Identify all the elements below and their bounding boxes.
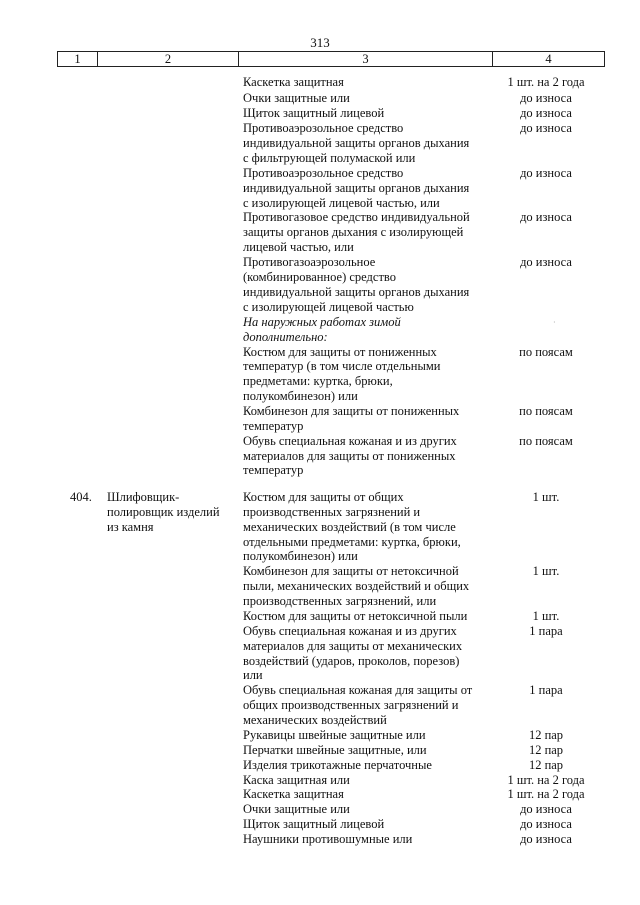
item-line: Наушники противошумные или: [243, 832, 413, 846]
item-line: Противоаэрозольное средство: [243, 166, 404, 180]
item-line: Костюм для защиты от общих: [243, 490, 404, 504]
item-line: (комбинированное) средство: [243, 270, 396, 284]
norm-cell: по поясам: [519, 434, 573, 448]
item-line: Противоаэрозольное средство: [243, 121, 404, 135]
section-note: дополнительно:: [243, 330, 328, 344]
item-line: с изолирующей лицевой частью: [243, 300, 414, 314]
page-number: 313: [310, 35, 330, 50]
item-line: с изолирующей лицевой частью, или: [243, 196, 440, 210]
item-line: Обувь специальная кожаная для защиты от: [243, 683, 473, 697]
item-line: Костюм для защиты от нетоксичной пыли: [243, 609, 468, 623]
header-col-2: 2: [98, 52, 239, 67]
norm-cell: до износа: [520, 802, 572, 816]
norm-cell: 1 шт. на 2 года: [507, 773, 585, 787]
item-line: материалов для защиты от механических: [243, 639, 463, 653]
item-line: Противогазоаэрозольное: [243, 255, 376, 269]
item-line: отдельными предметами: куртка, брюки,: [243, 535, 461, 549]
header-col-4: 4: [493, 52, 605, 67]
item-line: индивидуальной защиты органов дыхания: [243, 181, 470, 195]
item-line: воздействий (ударов, проколов, порезов): [243, 654, 460, 668]
item-line: Рукавицы швейные защитные или: [243, 728, 426, 742]
norm-cell: до износа: [520, 91, 572, 105]
norm-cell: 1 шт. на 2 года: [507, 75, 585, 89]
item-line: с фильтрующей полумаской или: [243, 151, 416, 165]
item-line: Очки защитные или: [243, 802, 350, 816]
item-line: температур: [243, 419, 304, 433]
norm-cell: 1 шт.: [532, 564, 560, 578]
item-line: материалов для защиты от пониженных: [243, 449, 456, 463]
item-line: полукомбинезон) или: [243, 549, 358, 563]
norm-cell: до износа: [520, 121, 572, 135]
norm-cell: до износа: [520, 255, 572, 269]
item-line: производственных загрязнений, или: [243, 594, 437, 608]
norm-cell: по поясам: [519, 345, 573, 359]
norm-cell: 1 пара: [529, 624, 563, 638]
header-col-1: 1: [58, 52, 98, 67]
profession-name: полировщик изделий: [107, 505, 220, 519]
item-line: Щиток защитный лицевой: [243, 817, 385, 831]
row-number: 404.: [70, 490, 92, 504]
item-line: защиты органов дыхания с изолирующей: [243, 225, 464, 239]
norm-cell: по поясам: [519, 404, 573, 418]
item-line: Обувь специальная кожаная и из других: [243, 624, 457, 638]
item-line: лицевой частью, или: [243, 240, 354, 254]
norm-cell: 1 пара: [529, 683, 563, 697]
norm-cell: до износа: [520, 832, 572, 846]
norm-cell: до износа: [520, 817, 572, 831]
item-line: Обувь специальная кожаная и из других: [243, 434, 457, 448]
column-header-table: [57, 51, 605, 67]
norm-cell: 12 пар: [528, 758, 564, 772]
norm-cell: 12 пар: [528, 728, 564, 742]
item-line: полукомбинезон) или: [243, 389, 358, 403]
norm-cell: до износа: [520, 210, 572, 224]
item-line: предметами: куртка, брюки,: [243, 374, 393, 388]
item-line: Перчатки швейные защитные, или: [243, 743, 427, 757]
item-line: температур: [243, 463, 304, 477]
item-line: Костюм для защиты от пониженных: [243, 345, 437, 359]
norm-cell: до износа: [520, 166, 572, 180]
item-line: механических воздействий (в том числе: [243, 520, 456, 534]
item-line: Комбинезон для защиты от нетоксичной: [243, 564, 459, 578]
item-line: Изделия трикотажные перчаточные: [243, 758, 432, 772]
scan-speck: ·: [553, 318, 556, 327]
header-col-3: 3: [239, 52, 493, 67]
item-line: Очки защитные или: [243, 91, 350, 105]
norm-cell: 1 шт.: [532, 609, 560, 623]
norm-cell: 1 шт.: [532, 490, 560, 504]
item-line: Щиток защитный лицевой: [243, 106, 385, 120]
item-line: пыли, механических воздействий и общих: [243, 579, 470, 593]
norm-cell: 1 шт. на 2 года: [507, 787, 585, 801]
profession-name: Шлифовщик-: [107, 490, 180, 504]
item-line: Каскетка защитная: [243, 787, 344, 801]
item-line: механических воздействий: [243, 713, 387, 727]
item-line: производственных загрязнений и: [243, 505, 421, 519]
profession-name: из камня: [107, 520, 154, 534]
section-note: На наружных работах зимой: [243, 315, 401, 329]
norm-cell: до износа: [520, 106, 572, 120]
item-line: общих производственных загрязнений и: [243, 698, 459, 712]
item-line: температур (в том числе отдельными: [243, 359, 441, 373]
item-line: Комбинезон для защиты от пониженных: [243, 404, 460, 418]
item-line: индивидуальной защиты органов дыхания: [243, 136, 470, 150]
norm-cell: 12 пар: [528, 743, 564, 757]
item-line: Каска защитная или: [243, 773, 350, 787]
item-line: индивидуальной защиты органов дыхания: [243, 285, 470, 299]
item-line: Противогазовое средство индивидуальной: [243, 210, 470, 224]
header-row: [58, 52, 605, 67]
item-line: Каскетка защитная: [243, 75, 344, 89]
item-line: или: [243, 668, 263, 682]
